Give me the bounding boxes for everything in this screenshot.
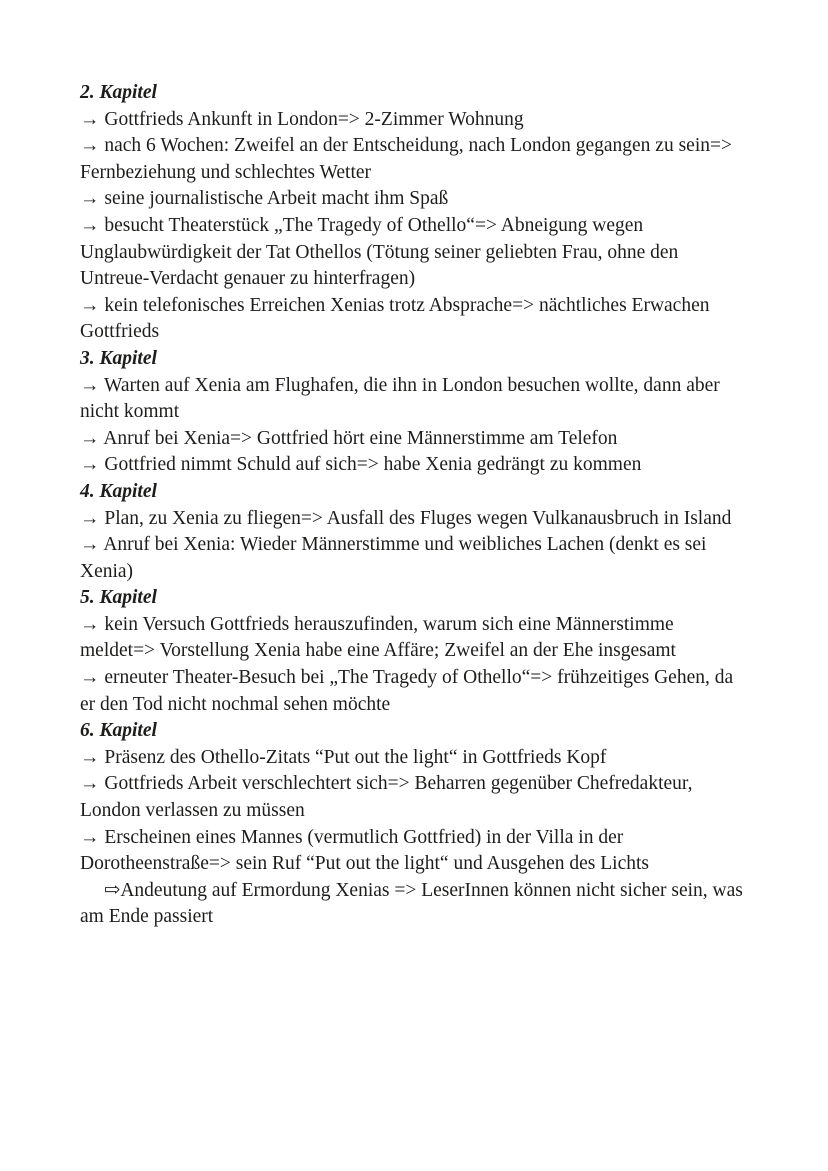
note-item (80, 506, 746, 533)
chapter-heading: 2. Kapitel (80, 82, 157, 103)
note-item (80, 532, 746, 585)
note-text: Warten auf Xenia am Flughafen, die ihn in London besuchen wollte, dann aber nicht kommt (80, 374, 720, 423)
note-item (80, 825, 746, 878)
right-arrow-icon: → (80, 454, 105, 476)
right-arrow-icon: → (80, 613, 105, 635)
note-item (80, 426, 746, 453)
chapter-heading: 4. Kapitel (80, 480, 157, 502)
right-arrow-icon: → (80, 214, 105, 236)
note-text: nach 6 Wochen: Zweifel an der Entscheidung, nach London gegangen zu sein=> Fernbeziehung und schlechtes Wetter (80, 135, 732, 183)
outline-right-arrow-icon: ⇨ (104, 879, 121, 901)
right-arrow-icon: → (80, 773, 105, 795)
note-text: kein telefonisches Erreichen Xenias trotz Absprache=> nächtliches Erwachen Gottfrieds (80, 294, 710, 343)
right-arrow-icon: → (80, 826, 105, 848)
right-arrow-icon: → (80, 427, 104, 449)
note-text: Präsenz des Othello-Zitats “Put out the light“ in Gottfrieds Kopf (104, 746, 607, 768)
right-arrow-icon: → (80, 374, 105, 396)
chapter-notes (80, 80, 746, 931)
note-item (80, 373, 746, 426)
note-item (80, 878, 746, 931)
right-arrow-icon: → (80, 667, 105, 689)
note-text: besucht Theaterstück „The Tragedy of Othello“=> Abneigung wegen Unglaubwürdigkeit der Tat Othellos (Tötung seiner geliebten Frau, ohne den Untreue-Verdacht genauer zu hinterfragen) (80, 214, 679, 290)
note-item (80, 186, 746, 213)
note-item (80, 745, 746, 772)
note-text: erneuter Theater-Besuch bei „The Tragedy of Othello“=> frühzeitiges Gehen, da er den Tod nicht nochmal sehen möchte (80, 667, 734, 715)
chapter-heading: 3. Kapitel (80, 347, 157, 369)
right-arrow-icon: → (80, 188, 105, 210)
note-item (80, 771, 746, 824)
right-arrow-icon: → (80, 507, 105, 529)
chapter-heading: 6. Kapitel (80, 720, 157, 742)
note-item (80, 213, 746, 293)
note-item (80, 133, 746, 186)
note-text: Andeutung auf Ermordung Xenias => LeserInnen können nicht sicher sein, was am Ende passiert (80, 879, 743, 928)
note-text: Anruf bei Xenia=> Gottfried hört eine Männerstimme am Telefon (103, 427, 618, 449)
right-arrow-icon: → (80, 135, 105, 157)
note-text: seine journalistische Arbeit macht ihm Spaß (104, 188, 449, 210)
note-text: Gottfrieds Ankunft in London=> 2-Zimmer Wohnung (104, 108, 524, 130)
note-item (80, 612, 746, 665)
chapter-heading: 5. Kapitel (80, 587, 157, 609)
note-item (80, 452, 746, 479)
note-text: Erscheinen eines Mannes (vermutlich Gottfried) in der Villa in der Dorotheenstraße=> sein Ruf “Put out the light“ und Ausgehen des Lichts (80, 826, 649, 875)
note-text: Gottfrieds Arbeit verschlechtert sich=> Beharren gegenüber Chefredakteur, London verlassen zu müssen (80, 773, 693, 822)
note-item (80, 107, 746, 134)
right-arrow-icon: → (80, 746, 105, 768)
note-text: Anruf bei Xenia: Wieder Männerstimme und weibliches Lachen (denkt es sei Xenia) (80, 534, 707, 582)
right-arrow-icon: → (80, 534, 104, 556)
note-text: Gottfried nimmt Schuld auf sich=> habe Xenia gedrängt zu kommen (104, 454, 642, 476)
right-arrow-icon: → (80, 294, 105, 316)
right-arrow-icon: → (80, 108, 105, 130)
note-text: Plan, zu Xenia zu fliegen=> Ausfall des Fluges wegen Vulkanausbruch in Island (104, 507, 732, 529)
note-item (80, 293, 746, 346)
note-text: kein Versuch Gottfrieds herauszufinden, warum sich eine Männerstimme meldet=> Vorstellung Xenia habe eine Affäre; Zweifel an der Ehe insgesamt (80, 613, 676, 662)
note-item (80, 665, 746, 718)
